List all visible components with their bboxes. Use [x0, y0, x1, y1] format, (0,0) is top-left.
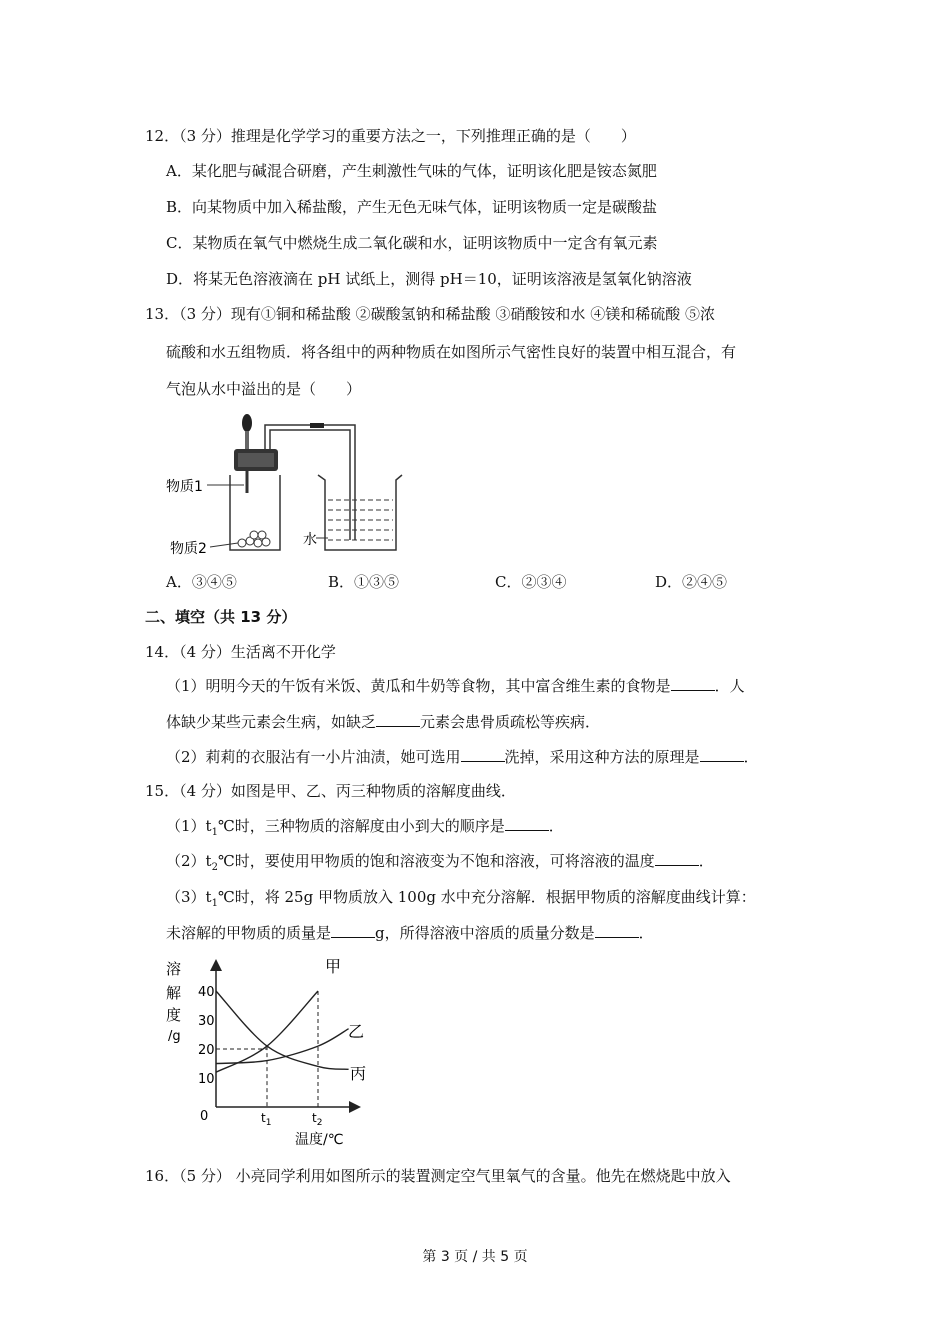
- series-label-1: 乙: [348, 1022, 365, 1041]
- ylabel-unit: /g: [168, 1029, 181, 1044]
- page-footer: 第 3 页 / 共 5 页: [422, 1249, 528, 1265]
- solid-pellets: [238, 531, 270, 547]
- dropper-tube: [245, 431, 249, 449]
- answer-blank[interactable]: [655, 851, 699, 866]
- series-label-0: 甲: [325, 957, 342, 976]
- answer-blank[interactable]: [671, 676, 715, 691]
- q12-option-a: A．某化肥与碱混合研磨，产生刺激性气味的气体，证明该化肥是铵态氮肥: [166, 162, 657, 180]
- answer-blank[interactable]: [376, 712, 420, 727]
- q13-stem-line2: 硫酸和水五组物质．将各组中的两种物质在如图所示气密性良好的装置中相互混合，有: [166, 343, 737, 361]
- q15-part3-line1: $(3)t_1℃$时，将 25g 甲物质放入 100g 水中充分溶解．根据甲物质的溶解度曲线计算：: [166, 888, 756, 909]
- label-substance2: 物质2: [170, 541, 207, 557]
- q14-part1-line2: 体缺少某些元素会生病，如缺乏 元素会患骨质疏松等疾病．: [166, 713, 601, 731]
- q14-stem: 14．（4 分）生活离不开化学: [145, 643, 336, 661]
- q14-part2: （2）莉莉的衣服沾有一小片油渍，她可选用 洗掉，采用这种方法的原理是 ．: [166, 748, 759, 766]
- q12-stem: 12．（3 分）推理是化学学习的重要方法之一，下列推理正确的是（ ）: [145, 127, 636, 145]
- answer-blank[interactable]: [505, 816, 549, 831]
- q15-stem: 15．（4 分）如图是甲、乙、丙三种物质的溶解度曲线．: [145, 782, 516, 800]
- y-tick-20: 20: [198, 1043, 215, 1058]
- q15-part2: $(2)t_2℃$时，要使用甲物质的饱和溶液变为不饱和溶液，可将溶液的温度 ．: [166, 852, 714, 873]
- q12-option-b: B．向某物质中加入稀盐酸，产生无色无味气体，证明该物质一定是碳酸盐: [166, 198, 658, 216]
- stopper-band: [238, 453, 274, 467]
- dropper-bulb-icon: [242, 414, 252, 432]
- answer-blank[interactable]: [595, 923, 639, 938]
- gas-tube: [265, 425, 355, 540]
- section2-title: 二、填空（共 13 分）: [145, 608, 297, 626]
- q13-stem-line3: 气泡从水中溢出的是（ ）: [166, 380, 362, 398]
- beaker: [318, 475, 402, 550]
- label-substance1: 物质1: [166, 479, 203, 495]
- y-tick-labels: [198, 985, 215, 1087]
- q13-option-d: D．②④⑤: [655, 573, 728, 591]
- y-tick-40: 40: [198, 985, 215, 1000]
- label2-pointer: [210, 543, 238, 547]
- q15-part3-line2: 未溶解的甲物质的质量是 g，所得溶液中溶质的质量分数是 ．: [166, 924, 654, 942]
- series-label-2: 丙: [350, 1064, 367, 1083]
- origin-label: 0: [200, 1109, 209, 1124]
- q13-option-b: B．①③⑤: [328, 573, 400, 591]
- x-tick-t2: $t_2$: [312, 1111, 323, 1128]
- answer-blank[interactable]: [331, 923, 375, 938]
- solubility-curves: [216, 957, 366, 1083]
- x-tick-labels: [261, 1111, 322, 1128]
- q13-option-c: C．②③④: [495, 573, 567, 591]
- ylabel-char2: 解: [166, 984, 182, 1002]
- q12-option-d: D．将某无色溶液滴在 pH 试纸上，测得 pH＝10，证明该溶液是氢氧化钠溶液: [166, 270, 692, 288]
- q15-part1: $(1)t_1℃$时，三种物质的溶解度由小到大的顺序是 ．: [166, 817, 564, 838]
- q12-option-c: C．某物质在氧气中燃烧生成二氧化碳和水，证明该物质中一定含有氧元素: [166, 234, 658, 252]
- y-tick-30: 30: [198, 1014, 215, 1029]
- ylabel-char3: 度: [166, 1006, 182, 1024]
- q16-stem: 16．（5 分） 小亮同学利用如图所示的装置测定空气里氧气的含量。他先在燃烧匙中放入: [145, 1167, 731, 1185]
- q13-option-a: A．③④⑤: [166, 573, 237, 591]
- tube-connector: [310, 423, 324, 428]
- y-tick-10: 10: [198, 1072, 215, 1087]
- q14-part1-line1: （1）明明今天的午饭有米饭、黄瓜和牛奶等食物，其中富含维生素的食物是 ．人: [166, 677, 745, 695]
- x-axis-label: 温度/℃: [295, 1132, 344, 1148]
- answer-blank[interactable]: [461, 747, 505, 762]
- label-water: 水: [303, 532, 317, 548]
- ylabel-char1: 溶: [166, 960, 182, 978]
- q13-stem-line1: 13．（3 分）现有①铜和稀盐酸 ②碳酸氢钠和稀盐酸 ③硝酸铵和水 ④镁和稀硫酸 ⑤浓: [145, 305, 715, 323]
- water-lines: [328, 500, 393, 540]
- solubility-chart: [160, 952, 380, 1150]
- gas-tube-inner: [270, 430, 350, 540]
- q13-apparatus-figure: [160, 405, 420, 565]
- x-tick-t1: $t_1$: [261, 1111, 272, 1128]
- answer-blank[interactable]: [700, 747, 744, 762]
- curve-1: [216, 1029, 349, 1064]
